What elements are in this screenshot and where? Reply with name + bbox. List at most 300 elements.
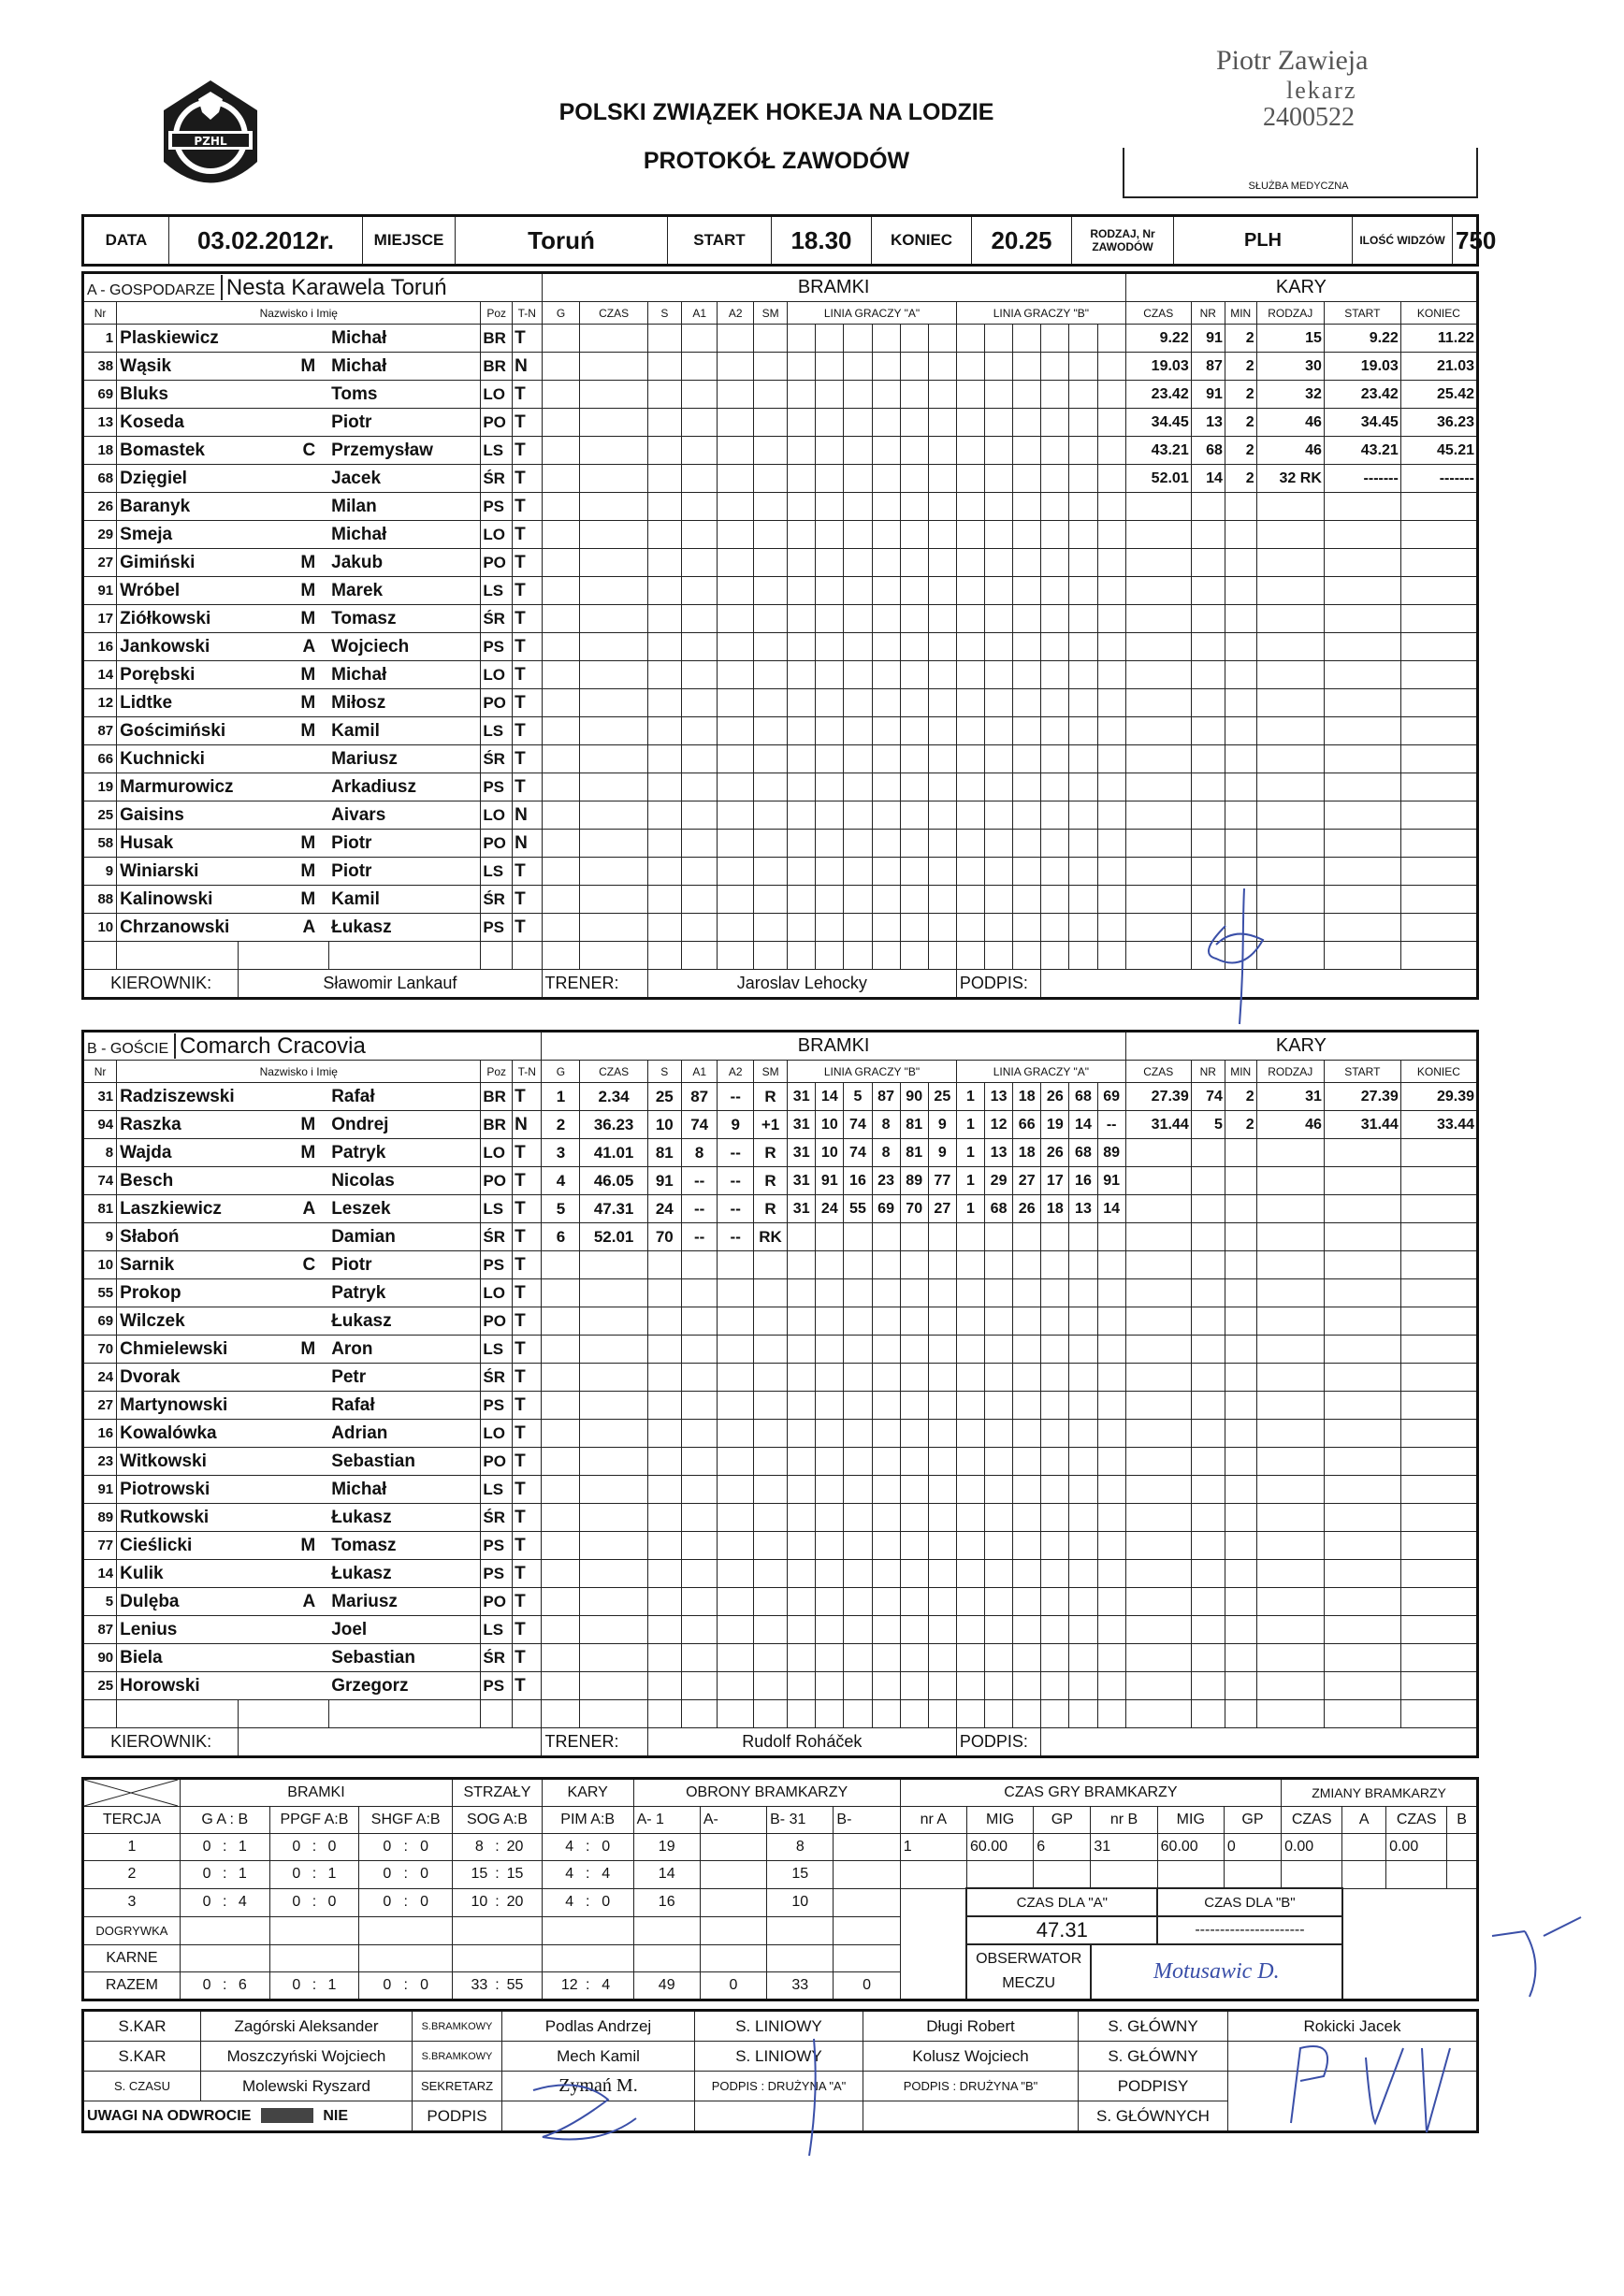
goal-situation: +1	[754, 1111, 788, 1139]
penalty-time: 23.42	[1125, 381, 1191, 409]
player-first-name: Łukasz	[328, 1504, 481, 1532]
player-role: C	[239, 1251, 328, 1279]
penalty-time: 31.44	[1125, 1111, 1191, 1139]
player-tn: T	[513, 1588, 542, 1616]
player-number: 87	[83, 1616, 117, 1644]
player-tn: T	[513, 886, 542, 914]
goal-line-b-player: 13	[985, 1139, 1013, 1167]
player-tn: T	[513, 858, 542, 886]
goal-line-a-player: 14	[816, 1083, 844, 1111]
off-sczasu: Molewski Ryszard	[201, 2072, 413, 2101]
goal-line-b-player: 12	[985, 1111, 1013, 1139]
player-position: PS	[481, 1251, 513, 1279]
player-surname: Gimiński	[117, 549, 239, 577]
teamB-col-a1: A1	[681, 1061, 718, 1083]
off-skar-2: Moszczyński Wojciech	[201, 2042, 413, 2072]
player-number: 81	[83, 1195, 117, 1223]
player-surname: Martynowski	[117, 1392, 239, 1420]
penalty-end: -------	[1400, 465, 1477, 493]
player-number: 25	[83, 801, 117, 830]
time-for-a-label: CZAS DLA "A"	[966, 1888, 1157, 1916]
player-tn: T	[513, 465, 542, 493]
off-skar-1: Zagórski Aleksander	[201, 2011, 413, 2042]
teamB-team-name: Comarch Cracovia	[174, 1033, 366, 1059]
player-first-name: Mariusz	[328, 745, 481, 773]
goal-time: 36.23	[580, 1111, 647, 1139]
teamB-col-p-kon: KONIEC	[1400, 1061, 1477, 1083]
goal-line-b-player: 18	[1041, 1195, 1069, 1223]
player-number: 31	[83, 1083, 117, 1111]
player-tn: T	[513, 493, 542, 521]
table-row	[83, 605, 1478, 633]
player-position: BR	[481, 1111, 513, 1139]
goal-line-b-player: 26	[1013, 1195, 1041, 1223]
player-number: 91	[83, 1476, 117, 1504]
goal-assist-2: --	[718, 1083, 754, 1111]
teamA-coach-label: TRENER:	[542, 970, 647, 999]
table-row	[83, 1223, 1478, 1251]
goal-line-b-player: 26	[1041, 1139, 1069, 1167]
player-first-name: Rafał	[328, 1083, 481, 1111]
teamA-col-nr: Nr	[83, 302, 117, 325]
player-first-name: Ondrej	[328, 1111, 481, 1139]
player-tn: T	[513, 605, 542, 633]
player-tn: T	[513, 437, 542, 465]
player-role: M	[239, 1532, 328, 1560]
penalty-end: 45.21	[1400, 437, 1477, 465]
penalty-start: 23.42	[1324, 381, 1400, 409]
player-first-name: Michał	[328, 325, 481, 353]
player-number: 13	[83, 409, 117, 437]
player-number: 27	[83, 1392, 117, 1420]
penalty-time: 19.03	[1125, 353, 1191, 381]
table-row	[83, 1616, 1478, 1644]
player-position: LS	[481, 1336, 513, 1364]
signature-team-a	[1188, 888, 1291, 1029]
player-surname: Kowalówka	[117, 1420, 239, 1448]
teamA-col-a1: A1	[681, 302, 718, 325]
time-for-b-label: CZAS DLA "B"	[1157, 1888, 1342, 1916]
player-tn: T	[513, 325, 542, 353]
total-row: RAZEM 0 : 6 0 : 1 0 : 0 33 : 55 12 : 4 49 0 33 0	[83, 1971, 1478, 2000]
teamA-col-g: G	[542, 302, 580, 325]
player-first-name: Michał	[328, 661, 481, 689]
player-surname: Kulik	[117, 1560, 239, 1588]
player-number: 5	[83, 1588, 117, 1616]
sum-h-czas-gry: CZAS GRY BRAMKARZY	[900, 1779, 1281, 1807]
off-slin-label-1: S. LINIOWY	[695, 2011, 863, 2042]
off-sglow-label-1: S. GŁÓWNY	[1079, 2011, 1228, 2042]
player-first-name: Patryk	[328, 1279, 481, 1307]
goal-line-a-player: 55	[844, 1195, 872, 1223]
teamA-col-p-min: MIN	[1225, 302, 1256, 325]
observer-label: OBSERWATOR MECZU	[966, 1944, 1090, 2000]
player-position: PO	[481, 1167, 513, 1195]
player-number: 27	[83, 549, 117, 577]
goal-time: 2.34	[580, 1083, 647, 1111]
goal-line-b-player: 1	[956, 1167, 984, 1195]
sum-h-obrony: OBRONY BRAMKARZY	[633, 1779, 900, 1807]
player-surname: Dzięgiel	[117, 465, 239, 493]
player-number: 88	[83, 886, 117, 914]
table-row	[83, 353, 1478, 381]
player-number: 16	[83, 633, 117, 661]
player-number: 66	[83, 745, 117, 773]
player-number: 55	[83, 1279, 117, 1307]
gk-nr-b: 31	[1091, 1834, 1157, 1861]
off-sbram-2: Mech Kamil	[502, 2042, 695, 2072]
goal-line-a-player: 10	[816, 1111, 844, 1139]
player-tn: N	[513, 1111, 542, 1139]
table-row	[83, 745, 1478, 773]
goal-number: 1	[542, 1083, 580, 1111]
player-position: PS	[481, 633, 513, 661]
teamB-side-label: B - GOŚCIE	[87, 1040, 169, 1057]
player-tn: T	[513, 1504, 542, 1532]
teamB-penalties-header: KARY	[1125, 1032, 1477, 1061]
player-surname: Bluks	[117, 381, 239, 409]
period-row: 3 0 : 4 0 : 0 0 : 0 10 : 20 4 : 0 16 10 CZAS DLA "A" CZAS DLA "B"	[83, 1888, 1478, 1916]
table-row	[83, 577, 1478, 605]
teamA-team-name: Nesta Karawela Toruń	[221, 275, 447, 300]
match-date: 03.02.2012r.	[169, 216, 363, 266]
saves-b1: 8	[767, 1834, 834, 1861]
goal-situation: RK	[754, 1223, 788, 1251]
table-row	[83, 465, 1478, 493]
goal-line-b-player: 14	[1069, 1111, 1097, 1139]
goal-assist-2: 9	[718, 1111, 754, 1139]
table-row	[83, 1167, 1478, 1195]
penalty-player: 74	[1191, 1083, 1225, 1111]
player-position: LS	[481, 1195, 513, 1223]
player-number: 18	[83, 437, 117, 465]
player-tn: T	[513, 1139, 542, 1167]
table-row	[83, 1251, 1478, 1279]
player-role	[239, 1307, 328, 1336]
player-position: PO	[481, 409, 513, 437]
summary-table	[81, 1777, 1479, 2001]
match-kind: PLH	[1174, 216, 1353, 266]
sum-h-a1: A- 1	[633, 1807, 700, 1834]
penalty-minutes: 2	[1225, 1083, 1256, 1111]
player-role	[239, 1279, 328, 1307]
period-number: 2	[83, 1861, 181, 1889]
saves-b2	[834, 1861, 900, 1889]
player-surname: Prokop	[117, 1279, 239, 1307]
goal-line-a-player: 24	[816, 1195, 844, 1223]
teamB-col-name: Nazwisko i Imię	[117, 1061, 481, 1083]
player-surname: Baranyk	[117, 493, 239, 521]
penalty-end: 33.44	[1400, 1111, 1477, 1139]
off-uwagi: UWAGI NA ODWROCIE NIE	[83, 2101, 413, 2132]
player-role	[239, 1420, 328, 1448]
player-surname: Wajda	[117, 1139, 239, 1167]
teamA-col-s: S	[647, 302, 681, 325]
player-first-name: Milan	[328, 493, 481, 521]
goal-line-b-player: 69	[1097, 1083, 1125, 1111]
off-sbram-1: Podlas Andrzej	[502, 2011, 695, 2042]
goal-line-b-player: 68	[985, 1195, 1013, 1223]
table-row	[83, 1111, 1478, 1139]
player-position: PS	[481, 493, 513, 521]
penalty-minutes: 2	[1225, 1111, 1256, 1139]
penalty-start: 31.44	[1324, 1111, 1400, 1139]
sum-h-mig: MIG	[966, 1807, 1033, 1834]
total-label: RAZEM	[83, 1971, 181, 2000]
player-number: 23	[83, 1448, 117, 1476]
goal-line-a-player: 31	[788, 1111, 816, 1139]
player-number: 19	[83, 773, 117, 801]
spectators-label: ILOŚĆ WIDZÓW	[1353, 216, 1453, 266]
gk-gp-b: 0	[1224, 1834, 1281, 1861]
observer-signature: Motusawic D.	[1091, 1944, 1342, 2000]
player-number: 38	[83, 353, 117, 381]
goal-scorer: 91	[647, 1167, 681, 1195]
period-number: 1	[83, 1834, 181, 1861]
player-position: LS	[481, 1616, 513, 1644]
player-position: PO	[481, 1307, 513, 1336]
player-surname: Sarnik	[117, 1251, 239, 1279]
goal-line-a-player: 74	[844, 1139, 872, 1167]
player-position: ŚR	[481, 1504, 513, 1532]
saves-b2	[834, 1834, 900, 1861]
teamA-manager: Sławomir Lankauf	[239, 970, 542, 999]
penalty-minutes: 2	[1225, 325, 1256, 353]
player-position: PS	[481, 914, 513, 942]
player-surname: Dvorak	[117, 1364, 239, 1392]
player-role: A	[239, 1195, 328, 1223]
penalty-time: 43.21	[1125, 437, 1191, 465]
goal-line-b-player: 91	[1097, 1167, 1125, 1195]
match-place: Toruń	[456, 216, 668, 266]
player-role	[239, 1476, 328, 1504]
player-surname: Raszka	[117, 1111, 239, 1139]
player-tn: T	[513, 1307, 542, 1336]
goal-situation: R	[754, 1139, 788, 1167]
goal-situation: R	[754, 1167, 788, 1195]
table-row	[83, 1560, 1478, 1588]
player-first-name: Tomasz	[328, 1532, 481, 1560]
player-number: 89	[83, 1504, 117, 1532]
sum-h-tercja: TERCJA	[83, 1807, 181, 1834]
sum-h-ga: G A : B	[180, 1807, 269, 1834]
penalty-type: 32 RK	[1256, 465, 1324, 493]
goal-line-b-player	[1013, 1223, 1041, 1251]
player-role: M	[239, 886, 328, 914]
player-surname: Chrzanowski	[117, 914, 239, 942]
player-number: 26	[83, 493, 117, 521]
table-row	[83, 773, 1478, 801]
officials-table	[81, 2009, 1479, 2133]
penalty-player: 87	[1191, 353, 1225, 381]
penalty-end: 36.23	[1400, 409, 1477, 437]
medic-number: 2400522	[1263, 103, 1355, 132]
off-sekr-label: SEKRETARZ	[413, 2072, 502, 2101]
player-surname: Husak	[117, 830, 239, 858]
penalty-player: 13	[1191, 409, 1225, 437]
player-first-name: Rafał	[328, 1392, 481, 1420]
saves-b1: 10	[767, 1888, 834, 1916]
goal-line-a-player: 81	[900, 1139, 928, 1167]
player-role: M	[239, 577, 328, 605]
teamB-coach-label: TRENER:	[542, 1728, 647, 1757]
off-podpis: PODPIS	[413, 2101, 502, 2132]
total-saves-a1: 49	[633, 1971, 700, 2000]
penalty-start: 43.21	[1324, 437, 1400, 465]
player-tn: T	[513, 1167, 542, 1195]
player-first-name: Damian	[328, 1223, 481, 1251]
player-role: M	[239, 830, 328, 858]
period-row: 2 0 : 1 0 : 1 0 : 0 15 : 15 4 : 4 14 15	[83, 1861, 1478, 1889]
goal-assist-2: --	[718, 1195, 754, 1223]
goal-line-a-player: 8	[872, 1111, 900, 1139]
player-surname: Koseda	[117, 409, 239, 437]
penalty-type: 46	[1256, 409, 1324, 437]
goal-line-b-player: 19	[1041, 1111, 1069, 1139]
gk-change-time-b: 0.00	[1386, 1834, 1447, 1861]
goal-line-a-player: 81	[900, 1111, 928, 1139]
player-position: PO	[481, 830, 513, 858]
player-surname: Porębski	[117, 661, 239, 689]
off-sglow-1: Rokicki Jacek	[1228, 2011, 1478, 2042]
goal-line-b-player	[1097, 1223, 1125, 1251]
off-sekr: Zymań M.	[502, 2072, 695, 2101]
player-first-name: Marek	[328, 577, 481, 605]
penalty-minutes: 2	[1225, 409, 1256, 437]
sum-h-za: A	[1342, 1807, 1386, 1834]
teamA-col-p-start: START	[1324, 302, 1400, 325]
player-first-name: Łukasz	[328, 914, 481, 942]
teamB-goals-header: BRAMKI	[542, 1032, 1125, 1061]
player-number: 9	[83, 858, 117, 886]
teamB-name-cell	[83, 1032, 542, 1061]
team-b-roster	[81, 1030, 1479, 1758]
player-surname: Laszkiewicz	[117, 1195, 239, 1223]
penalty-player: 91	[1191, 325, 1225, 353]
player-number: 14	[83, 661, 117, 689]
table-row	[83, 830, 1478, 858]
sum-h-sog: SOG A:B	[453, 1807, 543, 1834]
teamA-goals-header: BRAMKI	[542, 273, 1125, 302]
teamA-col-name: Nazwisko i Imię	[117, 302, 481, 325]
goal-assist-2: --	[718, 1139, 754, 1167]
saves-a1: 19	[633, 1834, 700, 1861]
place-label: MIEJSCE	[363, 216, 456, 266]
penalty-type: 46	[1256, 437, 1324, 465]
teamA-col-poz: Poz	[481, 302, 513, 325]
player-surname: Horowski	[117, 1672, 239, 1700]
player-tn: T	[513, 1420, 542, 1448]
goal-assist-1: 74	[681, 1111, 718, 1139]
saves-b2	[834, 1888, 900, 1916]
player-role	[239, 745, 328, 773]
player-position: BR	[481, 325, 513, 353]
player-surname: Radziszewski	[117, 1083, 239, 1111]
player-first-name: Michał	[328, 521, 481, 549]
sum-h-b1: B- 31	[767, 1807, 834, 1834]
time-for-a: 47.31	[966, 1916, 1157, 1944]
player-tn: T	[513, 661, 542, 689]
goal-line-a-player: 9	[928, 1111, 956, 1139]
saves-a2	[700, 1861, 766, 1889]
player-number: 9	[83, 1223, 117, 1251]
goal-line-a-player: 89	[900, 1167, 928, 1195]
player-first-name: Aron	[328, 1336, 481, 1364]
teamB-manager	[239, 1728, 542, 1757]
player-surname: Cieślicki	[117, 1532, 239, 1560]
player-number: 1	[83, 325, 117, 353]
goal-time: 41.01	[580, 1139, 647, 1167]
table-row	[83, 1139, 1478, 1167]
teamA-manager-label: KIEROWNIK:	[83, 970, 239, 999]
goal-situation: R	[754, 1083, 788, 1111]
penalty-player: 5	[1191, 1111, 1225, 1139]
player-number: 16	[83, 1420, 117, 1448]
goal-number: 4	[542, 1167, 580, 1195]
player-first-name: Jacek	[328, 465, 481, 493]
player-surname: Wilczek	[117, 1307, 239, 1336]
player-role	[239, 1223, 328, 1251]
player-tn: T	[513, 409, 542, 437]
goal-assist-1: 87	[681, 1083, 718, 1111]
player-position: PS	[481, 1560, 513, 1588]
goal-line-b-player	[985, 1223, 1013, 1251]
player-position: PO	[481, 1448, 513, 1476]
table-row	[83, 1588, 1478, 1616]
player-surname: Lidtke	[117, 689, 239, 717]
goal-line-b-player: 18	[1013, 1083, 1041, 1111]
penalty-end: 11.22	[1400, 325, 1477, 353]
teamB-col-line-b: LINIA GRACZY "B"	[788, 1061, 957, 1083]
penalty-minutes: 2	[1225, 381, 1256, 409]
player-first-name: Mariusz	[328, 1588, 481, 1616]
player-position: PS	[481, 773, 513, 801]
goal-line-b-player: 26	[1041, 1083, 1069, 1111]
player-first-name: Piotr	[328, 830, 481, 858]
goal-line-b-player: 68	[1069, 1083, 1097, 1111]
goal-line-a-player: 91	[816, 1167, 844, 1195]
penalty-time: 27.39	[1125, 1083, 1191, 1111]
sum-h-a2: A-	[700, 1807, 766, 1834]
player-first-name: Michał	[328, 353, 481, 381]
goal-assist-1: 8	[681, 1139, 718, 1167]
player-role	[239, 1560, 328, 1588]
player-tn: T	[513, 1279, 542, 1307]
signature-head-refs	[1272, 2029, 1459, 2151]
player-role	[239, 465, 328, 493]
player-first-name: Przemysław	[328, 437, 481, 465]
off-slin-1: Długi Robert	[863, 2011, 1079, 2042]
player-surname: Besch	[117, 1167, 239, 1195]
off-sglownych: S. GŁÓWNYCH	[1079, 2101, 1228, 2132]
medic-label: SŁUŻBA MEDYCZNA	[1248, 181, 1349, 192]
goal-line-b-player: 66	[1013, 1111, 1041, 1139]
player-position: LO	[481, 1279, 513, 1307]
goal-line-a-player: 31	[788, 1139, 816, 1167]
player-tn: T	[513, 773, 542, 801]
teamA-col-a2: A2	[718, 302, 754, 325]
penalty-start: 19.03	[1324, 353, 1400, 381]
player-surname: Winiarski	[117, 858, 239, 886]
goal-line-b-player	[1069, 1223, 1097, 1251]
player-first-name: Michał	[328, 1476, 481, 1504]
player-tn: T	[513, 1195, 542, 1223]
player-tn: T	[513, 1392, 542, 1420]
teamB-col-p-min: MIN	[1225, 1061, 1256, 1083]
goal-line-a-player: 9	[928, 1139, 956, 1167]
player-tn: T	[513, 1616, 542, 1644]
player-position: LO	[481, 1420, 513, 1448]
